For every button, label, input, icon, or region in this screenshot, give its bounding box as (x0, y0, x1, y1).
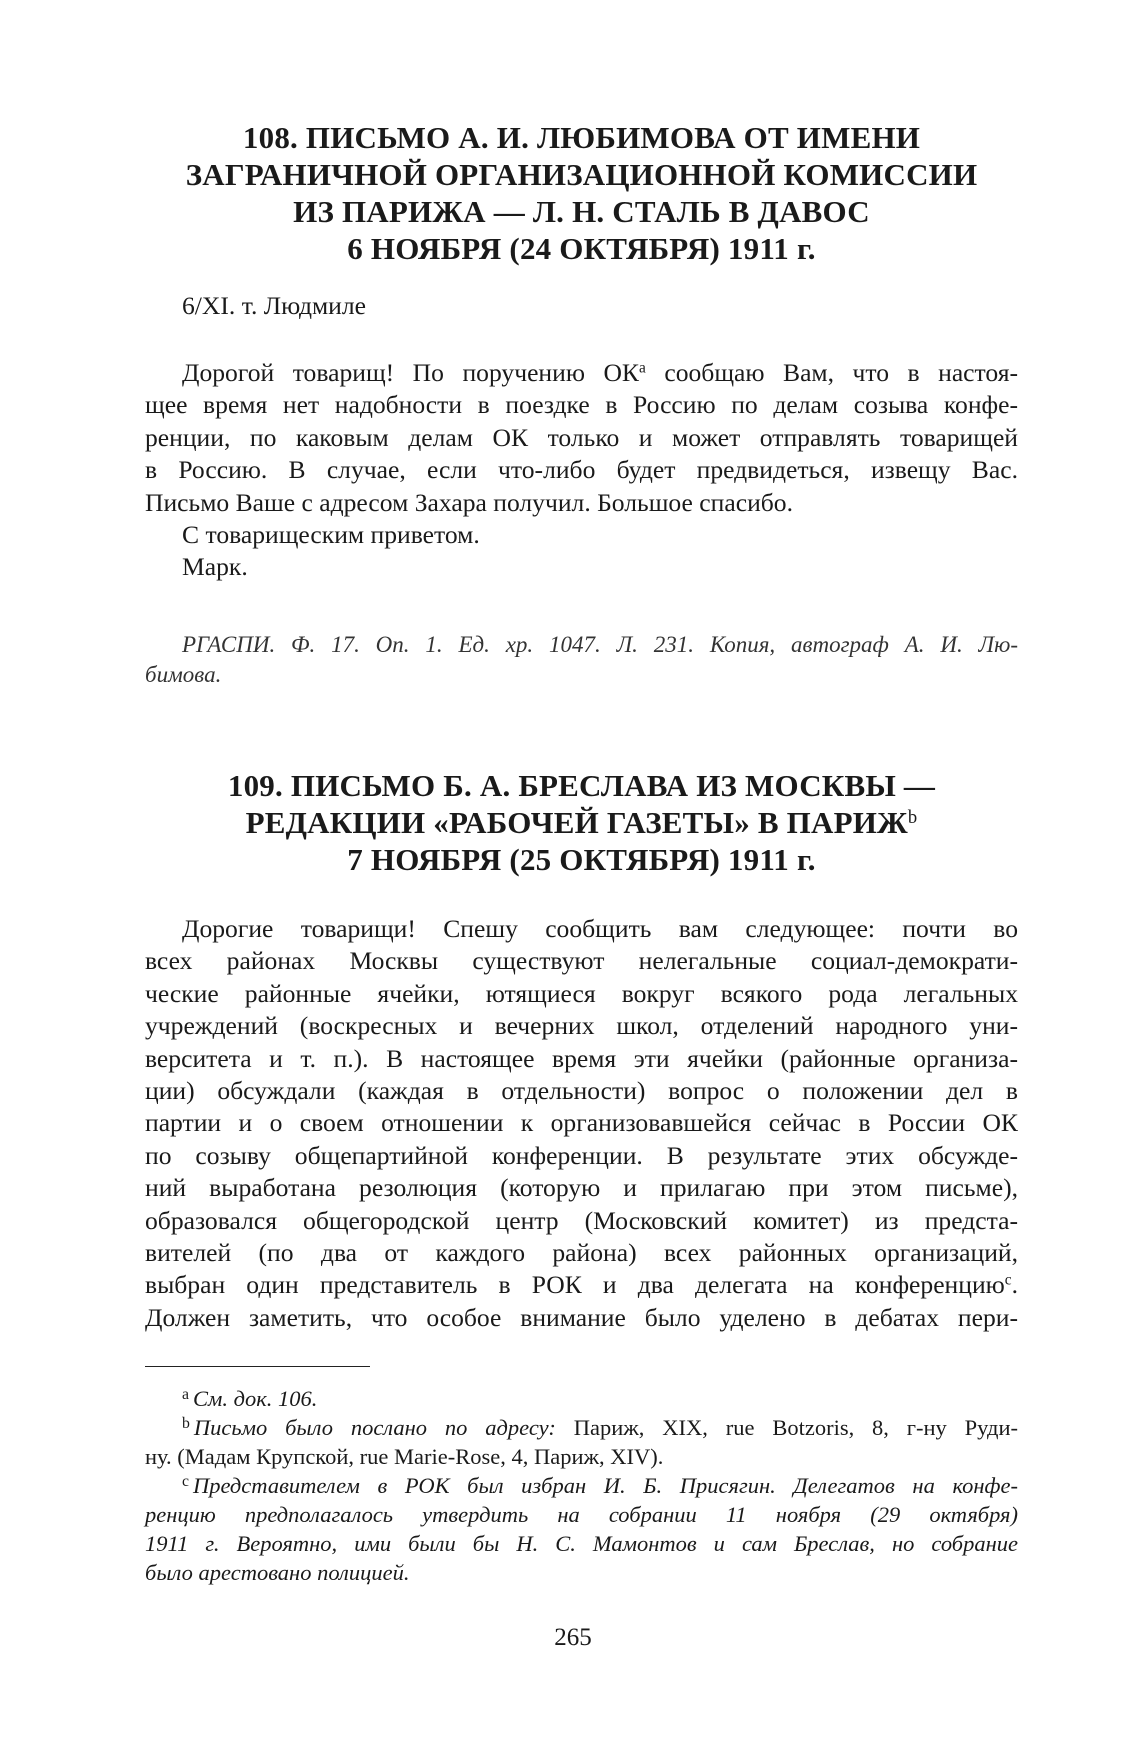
doc109-heading-line: 109. ПИСЬМО Б. А. БРЕСЛАВА ИЗ МОСКВЫ — (227, 768, 936, 803)
footnote-b-line: ну. (Мадам Крупской, rue Marie-Rose, 4, Париж, XIV). (145, 1444, 664, 1469)
doc108-heading-line: ИЗ ПАРИЖА — Л. Н. СТАЛЬ В ДАВОС (293, 194, 870, 229)
footnote-c-line: 1911 г. Вероятно, ими были бы Н. С. Мамонтов и сам Бреслав, но собрание (145, 1531, 1018, 1556)
page-number: 265 (554, 1624, 592, 1651)
footnote-ref-a: а (639, 359, 646, 377)
doc109-body-line: учреждений (воскресных и вечерних школ, отделений народного уни- (145, 1011, 1018, 1041)
doc109-body (145, 913, 1018, 1334)
doc108-addressee: 6/XI. т. Людмиле (182, 291, 366, 320)
footnote-a: $^a$ См. док. 106. (182, 1385, 318, 1411)
doc108-heading-line: 108. ПИСЬМО А. И. ЛЮБИМОВА ОТ ИМЕНИ (242, 120, 921, 155)
doc109-heading-line: 7 НОЯБРЯ (25 ОКТЯБРЯ) 1911 г. (347, 842, 816, 877)
doc108-signature: Марк. (182, 552, 248, 581)
doc109-body-line: Должен заметить, что особое внимание было уделено в дебатах пери- (145, 1302, 1018, 1332)
doc108-heading-line: ЗАГРАНИЧНОЙ ОРГАНИЗАЦИОННОЙ КОМИССИИ (185, 157, 978, 192)
doc109-heading-line: РЕДАКЦИИ «РАБОЧЕЙ ГАЗЕТЫ» В ПАРИЖ$^b$ (245, 805, 918, 840)
doc109-body-line: выбран один представитель в РОК и два делегата на конференцию$^c$. (145, 1270, 1018, 1300)
doc109-heading (145, 767, 1018, 878)
doc109-body-line: Дорогие товарищи! Спешу сообщить вам следующее: почти во (182, 914, 1018, 943)
doc108-body-line: щее время нет надобности в поездке в Россию по делам созыва конфе- (145, 390, 1018, 420)
doc108-body-line: ренции, по каковым делам ОК только и может отправлять товарищей (145, 422, 1018, 452)
doc109-body-line: вителей (по два от каждого района) всех районных организаций, (145, 1238, 1018, 1268)
source-line: бимова. (145, 662, 222, 687)
doc108-heading (145, 119, 1018, 267)
doc109-body-line: ции) обсуждали (каждая в отдельности) вопрос о положении дел в (145, 1076, 1018, 1106)
source-line: РГАСПИ. Ф. 17. Оп. 1. Ед. хр. 1047. Л. 231. Копия, автограф А. И. Лю- (182, 632, 1018, 657)
footnote-c: $^c$ Представителем в РОК был избран И. Б. Присягин. Делегатов на конфе- (182, 1472, 1018, 1498)
doc109-body-line: ний выработана резолюция (которую и прилагаю при этом письме), (145, 1173, 1018, 1203)
footnote-ref-c: c (1004, 1272, 1012, 1290)
doc109-body-line: по созыву общепартийной конференции. В результате этих обсужде- (145, 1140, 1018, 1170)
doc109-body-line: образовался общегородской центр (Московский комитет) из предста- (145, 1205, 1018, 1235)
footnote-ref-b: b (907, 806, 918, 828)
doc109-body-line: ческие районные ячейки, ютящиеся вокруг всякого рода легальных (145, 978, 1018, 1008)
doc109-body-line: верситета и т. п.). В настоящее время эти ячейки (районные организа- (145, 1043, 1018, 1073)
doc108-body (145, 357, 1018, 519)
doc108-closing: С товарищеским приветом. (182, 520, 480, 549)
doc108-body-line: Письмо Ваше с адресом Захара получил. Большое спасибо. (145, 487, 793, 517)
doc109-body-line: партии и о своем отношении к организовавшейся сейчас в России ОК (145, 1108, 1018, 1138)
footnotes (145, 1384, 1018, 1587)
doc108-body-line: в Россию. В случае, если что-либо будет предвидеться, извещу Вас. (145, 455, 1018, 485)
footnote-divider (145, 1366, 370, 1367)
doc109-body-line: всех районах Москвы существуют нелегальные социал-демократи- (145, 946, 1018, 976)
footnote-c-line: ренцию предполагалось утвердить на собрании 11 ноября (29 октября) (145, 1502, 1018, 1527)
doc108-heading-line: 6 НОЯБРЯ (24 ОКТЯБРЯ) 1911 г. (347, 231, 816, 266)
doc108-body-line: Дорогой товарищ! По поручению $ОК^а$ сообщаю Вам, что в настоя- (182, 358, 1018, 387)
footnote-b: $^b$ Письмо было послано по адресу: Париж, XIX, rue Botzoris, 8, г-ну Руди- (182, 1414, 1018, 1440)
footnote-c-line: было арестовано полицией. (145, 1560, 410, 1585)
doc108-archival-source (145, 630, 1018, 690)
